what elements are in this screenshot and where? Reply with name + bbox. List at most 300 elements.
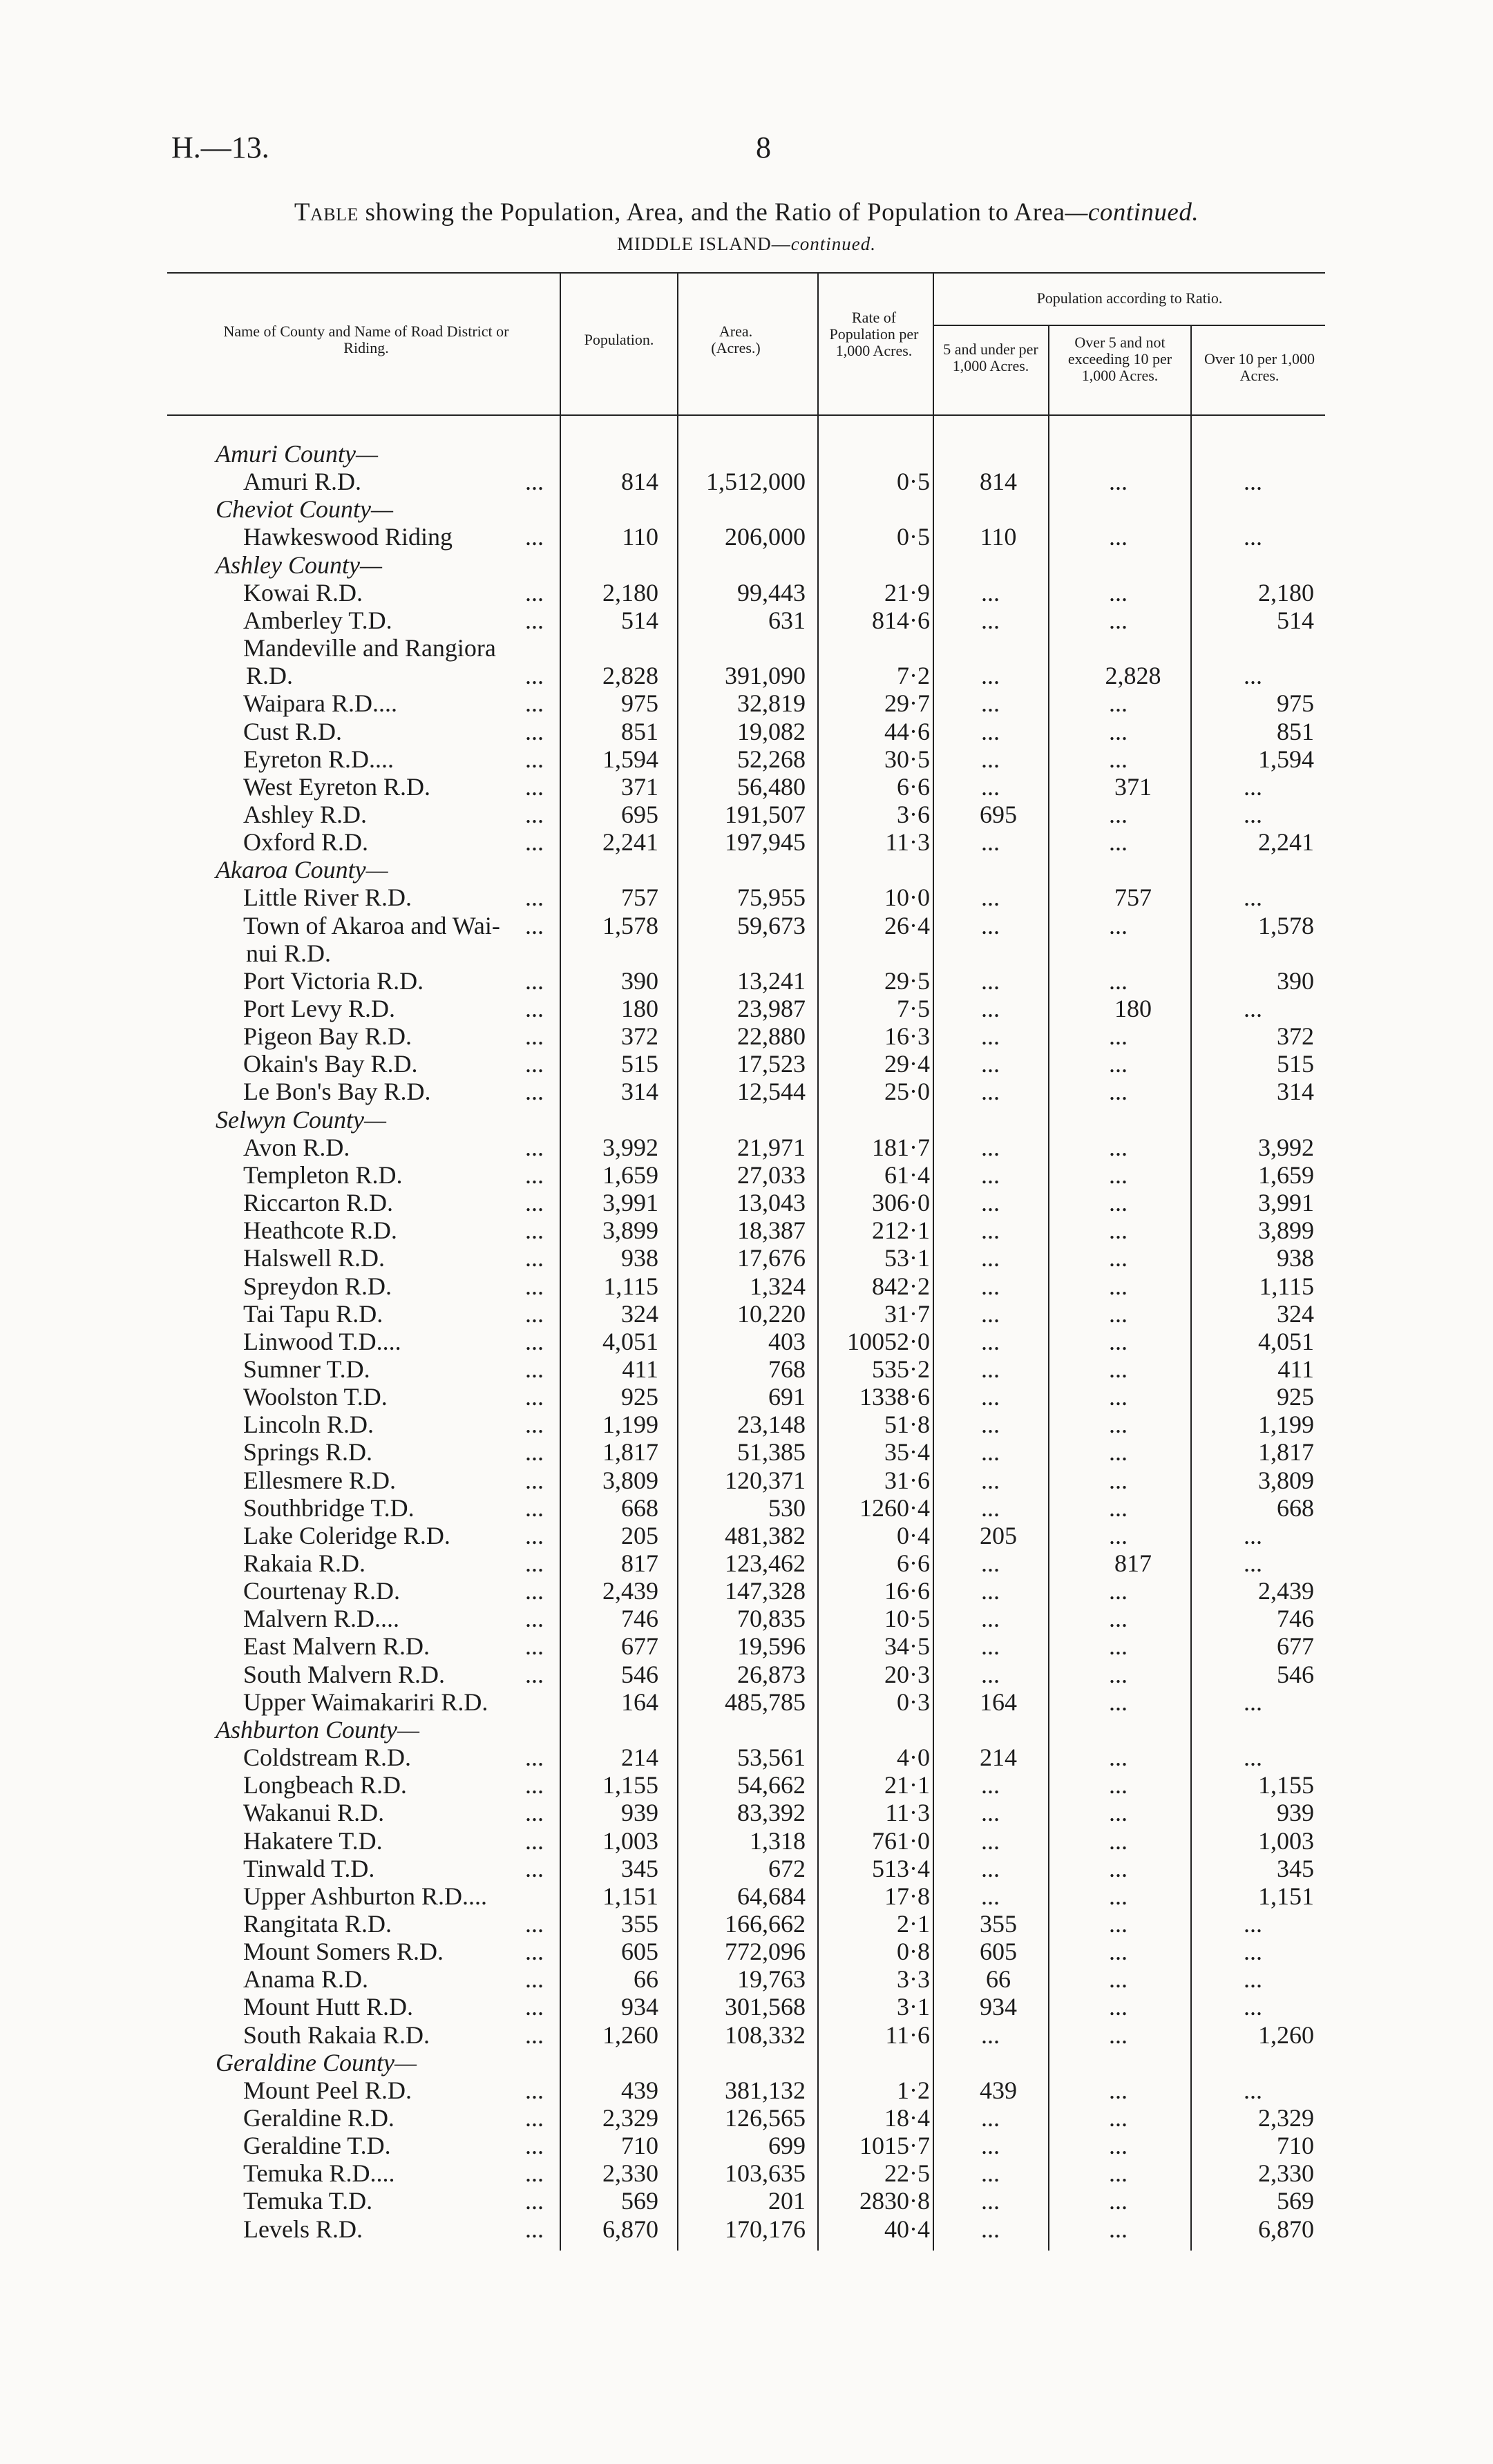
empty-cell-dots: ... bbox=[1109, 1438, 1128, 1467]
table-row bbox=[0, 1605, 1493, 1632]
district-name: Geraldine T.D. bbox=[243, 2132, 391, 2160]
population-cell: 1,578 bbox=[602, 911, 658, 939]
leader-dots: ... bbox=[525, 2187, 544, 2215]
ratio-over-10-cell: 1,199 bbox=[1258, 1411, 1314, 1439]
empty-cell-dots: ... bbox=[981, 1216, 1000, 1245]
rate-cell: 306·0 bbox=[872, 1189, 930, 1217]
population-cell: 2,439 bbox=[602, 1577, 658, 1605]
county-heading-row bbox=[0, 2049, 1493, 2076]
population-cell: 180 bbox=[621, 995, 658, 1022]
population-cell: 411 bbox=[622, 1355, 658, 1383]
rate-cell: 1·2 bbox=[897, 2076, 930, 2104]
ratio-over-10-cell: 514 bbox=[1277, 606, 1314, 634]
district-name: Town of Akaroa and Wai- bbox=[243, 911, 500, 939]
table-row bbox=[0, 773, 1493, 801]
empty-cell-dots: ... bbox=[981, 1854, 1000, 1882]
ratio-5-to-10-cell: 817 bbox=[1114, 1549, 1152, 1577]
ratio-under-5-cell: 934 bbox=[980, 1993, 1017, 2021]
leader-dots: ... bbox=[525, 745, 544, 773]
leader-dots: ... bbox=[525, 1799, 544, 1827]
empty-cell-dots: ... bbox=[1244, 800, 1262, 828]
empty-cell-dots: ... bbox=[981, 1882, 1000, 1910]
rate-cell: 3·1 bbox=[897, 1993, 930, 2021]
empty-cell-dots: ... bbox=[1109, 2132, 1128, 2160]
empty-cell-dots: ... bbox=[1109, 1493, 1128, 1522]
district-name: Oxford R.D. bbox=[243, 828, 368, 857]
table-row bbox=[0, 1467, 1493, 1494]
leader-dots: ... bbox=[525, 995, 544, 1022]
area-cell: 19,082 bbox=[737, 717, 806, 745]
empty-cell-dots: ... bbox=[1109, 1799, 1128, 1827]
table-row bbox=[0, 1632, 1493, 1660]
area-cell: 1,324 bbox=[750, 1272, 806, 1300]
area-cell: 53,561 bbox=[737, 1744, 806, 1772]
leader-dots: ... bbox=[525, 1854, 544, 1882]
ratio-under-5-cell: 439 bbox=[980, 2076, 1017, 2104]
empty-cell-dots: ... bbox=[1109, 1577, 1128, 1605]
leader-dots: ... bbox=[525, 1189, 544, 1217]
population-cell: 205 bbox=[621, 1521, 658, 1549]
leader-dots: ... bbox=[525, 2215, 544, 2243]
population-cell: 66 bbox=[634, 1965, 658, 1994]
population-cell: 814 bbox=[621, 468, 658, 496]
empty-cell-dots: ... bbox=[1109, 1383, 1128, 1411]
district-name: Mount Peel R.D. bbox=[243, 2076, 412, 2104]
empty-cell-dots: ... bbox=[981, 2187, 1000, 2215]
district-name: Heathcote R.D. bbox=[243, 1216, 397, 1245]
district-name: Longbeach R.D. bbox=[243, 1771, 407, 1799]
empty-cell-dots: ... bbox=[981, 2159, 1000, 2188]
empty-cell-dots: ... bbox=[981, 772, 1000, 801]
area-cell: 166,662 bbox=[725, 1909, 806, 1938]
area-cell: 51,385 bbox=[737, 1438, 806, 1467]
district-name: Le Bon's Bay R.D. bbox=[243, 1078, 431, 1106]
header-rate: Rate of Population per 1,000 Acres. bbox=[829, 309, 919, 359]
empty-cell-dots: ... bbox=[981, 745, 1000, 773]
table-row bbox=[0, 995, 1493, 1022]
leader-dots: ... bbox=[525, 1466, 544, 1494]
ratio-over-10-cell: 2,180 bbox=[1258, 578, 1314, 607]
area-cell: 126,565 bbox=[725, 2104, 806, 2132]
empty-cell-dots: ... bbox=[981, 717, 1000, 745]
population-cell: 569 bbox=[621, 2187, 658, 2215]
leader-dots: ... bbox=[525, 1299, 544, 1328]
table-row bbox=[0, 1355, 1493, 1383]
area-cell: 481,382 bbox=[725, 1521, 806, 1549]
leader-dots: ... bbox=[525, 2104, 544, 2132]
ratio-over-10-cell: 1,260 bbox=[1258, 2021, 1314, 2049]
area-cell: 59,673 bbox=[737, 911, 806, 939]
population-cell: 164 bbox=[621, 1688, 658, 1716]
population-cell: 214 bbox=[621, 1744, 658, 1772]
rate-cell: 0·8 bbox=[897, 1938, 930, 1966]
empty-cell-dots: ... bbox=[1244, 995, 1262, 1022]
county-heading-row bbox=[0, 856, 1493, 884]
leader-dots: ... bbox=[525, 1938, 544, 1966]
table-row bbox=[0, 1938, 1493, 1965]
rate-cell: 44·6 bbox=[884, 717, 930, 745]
empty-cell-dots: ... bbox=[1109, 1909, 1128, 1938]
rate-cell: 0·4 bbox=[897, 1521, 930, 1549]
empty-cell-dots: ... bbox=[981, 1466, 1000, 1494]
area-cell: 26,873 bbox=[737, 1660, 806, 1688]
empty-cell-dots: ... bbox=[1109, 468, 1128, 496]
leader-dots: ... bbox=[525, 1411, 544, 1439]
rate-cell: 1338·6 bbox=[859, 1383, 930, 1411]
ratio-over-10-cell: 710 bbox=[1277, 2132, 1314, 2160]
population-cell: 3,991 bbox=[602, 1189, 658, 1217]
empty-cell-dots: ... bbox=[1109, 1327, 1128, 1355]
empty-cell-dots: ... bbox=[981, 1327, 1000, 1355]
empty-cell-dots: ... bbox=[1244, 884, 1262, 912]
area-cell: 772,096 bbox=[725, 1938, 806, 1966]
population-cell: 1,260 bbox=[602, 2021, 658, 2049]
leader-dots: ... bbox=[525, 1660, 544, 1688]
table-row bbox=[0, 1688, 1493, 1716]
county-heading-row bbox=[0, 551, 1493, 579]
rate-cell: 31·6 bbox=[884, 1466, 930, 1494]
empty-cell-dots: ... bbox=[1109, 1022, 1128, 1051]
empty-cell-dots: ... bbox=[981, 2132, 1000, 2160]
rate-cell: 29·7 bbox=[884, 689, 930, 718]
population-cell: 746 bbox=[621, 1605, 658, 1633]
district-name: Sumner T.D. bbox=[243, 1355, 370, 1383]
empty-cell-dots: ... bbox=[1109, 1411, 1128, 1439]
population-cell: 514 bbox=[621, 606, 658, 634]
district-name: Okain's Bay R.D. bbox=[243, 1050, 418, 1078]
area-cell: 147,328 bbox=[725, 1577, 806, 1605]
leader-dots: ... bbox=[525, 1327, 544, 1355]
subtitle-region: MIDDLE ISLAND— bbox=[617, 233, 791, 254]
population-cell: 1,115 bbox=[603, 1272, 658, 1300]
ratio-under-5-cell: 66 bbox=[986, 1965, 1011, 1994]
ratio-over-10-cell: 1,659 bbox=[1258, 1161, 1314, 1189]
empty-cell-dots: ... bbox=[981, 1799, 1000, 1827]
district-name: Little River R.D. bbox=[243, 884, 412, 912]
population-cell: 2,828 bbox=[602, 662, 658, 690]
empty-cell-dots: ... bbox=[981, 1632, 1000, 1661]
area-cell: 27,033 bbox=[737, 1161, 806, 1189]
table-row bbox=[0, 634, 1493, 662]
ratio-over-10-cell: 390 bbox=[1277, 966, 1314, 995]
empty-cell-dots: ... bbox=[1109, 1299, 1128, 1328]
ratio-over-10-cell: 3,809 bbox=[1258, 1466, 1314, 1494]
ratio-under-5-cell: 110 bbox=[980, 523, 1017, 551]
area-cell: 381,132 bbox=[725, 2076, 806, 2104]
rate-cell: 40·4 bbox=[884, 2215, 930, 2243]
population-cell: 605 bbox=[621, 1938, 658, 1966]
empty-cell-dots: ... bbox=[1109, 717, 1128, 745]
area-cell: 19,596 bbox=[737, 1632, 806, 1661]
area-cell: 19,763 bbox=[737, 1965, 806, 1994]
area-cell: 13,241 bbox=[737, 966, 806, 995]
empty-cell-dots: ... bbox=[981, 1493, 1000, 1522]
district-name: Malvern R.D.... bbox=[243, 1605, 399, 1633]
district-name: Mount Hutt R.D. bbox=[243, 1993, 414, 2021]
leader-dots: ... bbox=[525, 606, 544, 634]
district-name: Rangitata R.D. bbox=[243, 1909, 392, 1938]
empty-cell-dots: ... bbox=[981, 1660, 1000, 1688]
rate-cell: 11·3 bbox=[885, 828, 930, 857]
rate-cell: 535·2 bbox=[872, 1355, 930, 1383]
table-row bbox=[0, 1328, 1493, 1355]
district-name: Springs R.D. bbox=[243, 1438, 373, 1467]
leader-dots: ... bbox=[525, 717, 544, 745]
population-cell: 324 bbox=[621, 1299, 658, 1328]
empty-cell-dots: ... bbox=[981, 1272, 1000, 1300]
table-row bbox=[0, 1965, 1493, 1993]
leader-dots: ... bbox=[525, 662, 544, 690]
ratio-5-to-10-cell: 371 bbox=[1114, 772, 1152, 801]
title-main: showing the Population, Area, and the Ratio of Population to Area bbox=[358, 198, 1065, 227]
empty-cell-dots: ... bbox=[981, 1133, 1000, 1161]
leader-dots: ... bbox=[525, 2132, 544, 2160]
leader-dots: ... bbox=[525, 1521, 544, 1549]
ratio-over-10-cell: 4,051 bbox=[1258, 1327, 1314, 1355]
ratio-over-10-cell: 668 bbox=[1277, 1493, 1314, 1522]
empty-cell-dots: ... bbox=[1244, 1993, 1262, 2021]
empty-cell-dots: ... bbox=[1109, 523, 1128, 551]
top-rule bbox=[167, 272, 1325, 274]
district-name: Ashley R.D. bbox=[243, 800, 367, 828]
leader-dots: ... bbox=[525, 1244, 544, 1272]
district-name: Waipara R.D.... bbox=[243, 689, 398, 718]
empty-cell-dots: ... bbox=[1109, 1965, 1128, 1994]
ratio-over-10-cell: 851 bbox=[1277, 717, 1314, 745]
empty-cell-dots: ... bbox=[1109, 1854, 1128, 1882]
ratio-5-to-10-cell: 180 bbox=[1114, 995, 1152, 1022]
leader-dots: ... bbox=[525, 1022, 544, 1051]
header-ratio-1: 5 and under per 1,000 Acres. bbox=[943, 341, 1038, 374]
population-cell: 3,899 bbox=[602, 1216, 658, 1245]
empty-cell-dots: ... bbox=[1109, 966, 1128, 995]
rate-cell: 11·3 bbox=[885, 1799, 930, 1827]
district-name: Pigeon Bay R.D. bbox=[243, 1022, 412, 1051]
header-ratio-2: Over 5 and not exceeding 10 per 1,000 Acres. bbox=[1067, 334, 1172, 384]
leader-dots: ... bbox=[525, 1438, 544, 1467]
population-cell: 2,330 bbox=[602, 2159, 658, 2188]
table-row bbox=[0, 662, 1493, 689]
ratio-over-10-cell: 2,330 bbox=[1258, 2159, 1314, 2188]
county-heading-row bbox=[0, 440, 1493, 468]
table-title bbox=[0, 198, 1493, 227]
empty-cell-dots: ... bbox=[981, 1050, 1000, 1078]
ratio-over-10-cell: 546 bbox=[1277, 1660, 1314, 1688]
table-row bbox=[0, 1022, 1493, 1050]
table-row bbox=[0, 468, 1493, 495]
rate-cell: 34·5 bbox=[884, 1632, 930, 1661]
rate-cell: 61·4 bbox=[884, 1161, 930, 1189]
rate-cell: 0·5 bbox=[897, 523, 930, 551]
empty-cell-dots: ... bbox=[1244, 1744, 1262, 1772]
area-cell: 64,684 bbox=[737, 1882, 806, 1910]
leader-dots: ... bbox=[525, 1744, 544, 1772]
county-name: Akaroa County— bbox=[216, 856, 388, 884]
population-cell: 345 bbox=[621, 1854, 658, 1882]
empty-cell-dots: ... bbox=[1109, 800, 1128, 828]
empty-cell-dots: ... bbox=[981, 1605, 1000, 1633]
population-cell: 757 bbox=[621, 884, 658, 912]
district-name: Spreydon R.D. bbox=[243, 1272, 392, 1300]
area-cell: 18,387 bbox=[737, 1216, 806, 1245]
table-row bbox=[0, 2132, 1493, 2159]
title-suffix: —continued. bbox=[1065, 198, 1199, 227]
empty-cell-dots: ... bbox=[1244, 523, 1262, 551]
table-row bbox=[0, 884, 1493, 911]
empty-cell-dots: ... bbox=[1109, 1660, 1128, 1688]
empty-cell-dots: ... bbox=[981, 966, 1000, 995]
area-cell: 52,268 bbox=[737, 745, 806, 773]
ratio-under-5-cell: 814 bbox=[980, 468, 1017, 496]
empty-cell-dots: ... bbox=[1109, 2159, 1128, 2188]
empty-cell-dots: ... bbox=[1109, 578, 1128, 607]
county-name: Ashburton County— bbox=[216, 1715, 420, 1744]
empty-cell-dots: ... bbox=[1109, 1826, 1128, 1855]
rate-cell: 842·2 bbox=[872, 1272, 930, 1300]
table-row bbox=[0, 912, 1493, 939]
ratio-5-to-10-cell: 2,828 bbox=[1105, 662, 1161, 690]
ratio-under-5-cell: 695 bbox=[980, 800, 1017, 828]
table-row bbox=[0, 2215, 1493, 2243]
leader-dots: ... bbox=[525, 772, 544, 801]
title-lead: Table bbox=[294, 198, 359, 227]
empty-cell-dots: ... bbox=[981, 1577, 1000, 1605]
empty-cell-dots: ... bbox=[1109, 1050, 1128, 1078]
area-cell: 631 bbox=[768, 606, 806, 634]
district-name: Tai Tapu R.D. bbox=[243, 1299, 383, 1328]
district-name: Hakatere T.D. bbox=[243, 1826, 383, 1855]
district-name: Halswell R.D. bbox=[243, 1244, 385, 1272]
leader-dots: ... bbox=[525, 1493, 544, 1522]
table-row bbox=[0, 1216, 1493, 1244]
population-cell: 4,051 bbox=[602, 1327, 658, 1355]
district-name: Linwood T.D.... bbox=[243, 1327, 401, 1355]
empty-cell-dots: ... bbox=[981, 689, 1000, 718]
district-name: Amberley T.D. bbox=[243, 606, 392, 634]
population-cell: 975 bbox=[621, 689, 658, 718]
ratio-over-10-cell: 925 bbox=[1277, 1383, 1314, 1411]
ratio-over-10-cell: 1,817 bbox=[1258, 1438, 1314, 1467]
ratio-over-10-cell: 3,991 bbox=[1258, 1189, 1314, 1217]
table-row bbox=[0, 2104, 1493, 2132]
rate-cell: 7·5 bbox=[897, 995, 930, 1022]
leader-dots: ... bbox=[525, 468, 544, 496]
header-name: Name of County and Name of Road District or Riding. bbox=[223, 323, 509, 356]
table-row bbox=[0, 718, 1493, 745]
empty-cell-dots: ... bbox=[1244, 662, 1262, 690]
empty-cell-dots: ... bbox=[1109, 689, 1128, 718]
leader-dots: ... bbox=[525, 1771, 544, 1799]
table-row bbox=[0, 1827, 1493, 1855]
empty-cell-dots: ... bbox=[981, 662, 1000, 690]
district-name: Templeton R.D. bbox=[243, 1161, 403, 1189]
empty-cell-dots: ... bbox=[981, 1549, 1000, 1577]
table-row bbox=[0, 828, 1493, 856]
district-name: Port Victoria R.D. bbox=[243, 966, 424, 995]
district-name: Kowai R.D. bbox=[243, 578, 363, 607]
area-cell: 403 bbox=[768, 1327, 806, 1355]
area-cell: 21,971 bbox=[737, 1133, 806, 1161]
area-cell: 691 bbox=[768, 1383, 806, 1411]
area-cell: 12,544 bbox=[737, 1078, 806, 1106]
empty-cell-dots: ... bbox=[981, 1022, 1000, 1051]
district-name: Riccarton R.D. bbox=[243, 1189, 393, 1217]
rate-cell: 1015·7 bbox=[859, 2132, 930, 2160]
area-cell: 10,220 bbox=[737, 1299, 806, 1328]
area-cell: 108,332 bbox=[725, 2021, 806, 2049]
ratio-over-10-cell: 6,870 bbox=[1258, 2215, 1314, 2243]
population-cell: 439 bbox=[621, 2076, 658, 2104]
table-row bbox=[0, 1050, 1493, 1078]
population-cell: 817 bbox=[621, 1549, 658, 1577]
leader-dots: ... bbox=[525, 800, 544, 828]
ratio-under-5-cell: 205 bbox=[980, 1521, 1017, 1549]
district-name: Avon R.D. bbox=[243, 1133, 350, 1161]
header-area: Area. (Acres.) bbox=[711, 323, 761, 356]
table-row bbox=[0, 1161, 1493, 1189]
empty-cell-dots: ... bbox=[1244, 468, 1262, 496]
county-name: Geraldine County— bbox=[216, 2048, 417, 2076]
population-cell: 371 bbox=[621, 772, 658, 801]
area-cell: 485,785 bbox=[725, 1688, 806, 1716]
leader-dots: ... bbox=[525, 1632, 544, 1661]
header-rule bbox=[167, 414, 1325, 416]
rate-cell: 21·9 bbox=[884, 578, 930, 607]
empty-cell-dots: ... bbox=[1109, 1521, 1128, 1549]
empty-cell-dots: ... bbox=[981, 2021, 1000, 2049]
table-row bbox=[0, 689, 1493, 717]
ratio-under-5-cell: 214 bbox=[980, 1744, 1017, 1772]
empty-cell-dots: ... bbox=[1109, 1078, 1128, 1106]
population-cell: 110 bbox=[622, 523, 658, 551]
population-cell: 1,151 bbox=[602, 1882, 658, 1910]
rate-cell: 16·3 bbox=[884, 1022, 930, 1051]
empty-cell-dots: ... bbox=[981, 828, 1000, 857]
table-row bbox=[0, 967, 1493, 995]
leader-dots: ... bbox=[525, 1826, 544, 1855]
empty-cell-dots: ... bbox=[1244, 1549, 1262, 1577]
county-heading-row bbox=[0, 1716, 1493, 1744]
table-row bbox=[0, 1411, 1493, 1438]
ratio-over-10-cell: 1,594 bbox=[1258, 745, 1314, 773]
population-cell: 6,870 bbox=[602, 2215, 658, 2243]
leader-dots: ... bbox=[525, 2021, 544, 2049]
district-name: East Malvern R.D. bbox=[243, 1632, 430, 1661]
ratio-over-10-cell: 569 bbox=[1277, 2187, 1314, 2215]
district-name: Coldstream R.D. bbox=[243, 1744, 411, 1772]
header-group: Population according to Ratio. bbox=[1036, 289, 1223, 307]
table-row bbox=[0, 523, 1493, 551]
district-name: Levels R.D. bbox=[243, 2215, 363, 2243]
population-cell: 1,199 bbox=[602, 1411, 658, 1439]
table-row bbox=[0, 1272, 1493, 1300]
group-rule bbox=[933, 325, 1325, 326]
ratio-over-10-cell: 372 bbox=[1277, 1022, 1314, 1051]
leader-dots: ... bbox=[525, 966, 544, 995]
area-cell: 23,987 bbox=[737, 995, 806, 1022]
ratio-under-5-cell: 355 bbox=[980, 1909, 1017, 1938]
district-name: Upper Waimakariri R.D. bbox=[243, 1688, 488, 1716]
empty-cell-dots: ... bbox=[981, 1244, 1000, 1272]
leader-dots: ... bbox=[525, 1355, 544, 1383]
ratio-over-10-cell: 2,241 bbox=[1258, 828, 1314, 857]
area-cell: 75,955 bbox=[737, 884, 806, 912]
empty-cell-dots: ... bbox=[1109, 2104, 1128, 2132]
rate-cell: 30·5 bbox=[884, 745, 930, 773]
rate-cell: 10·0 bbox=[884, 884, 930, 912]
rate-cell: 2·1 bbox=[897, 1909, 930, 1938]
population-cell: 934 bbox=[621, 1993, 658, 2021]
